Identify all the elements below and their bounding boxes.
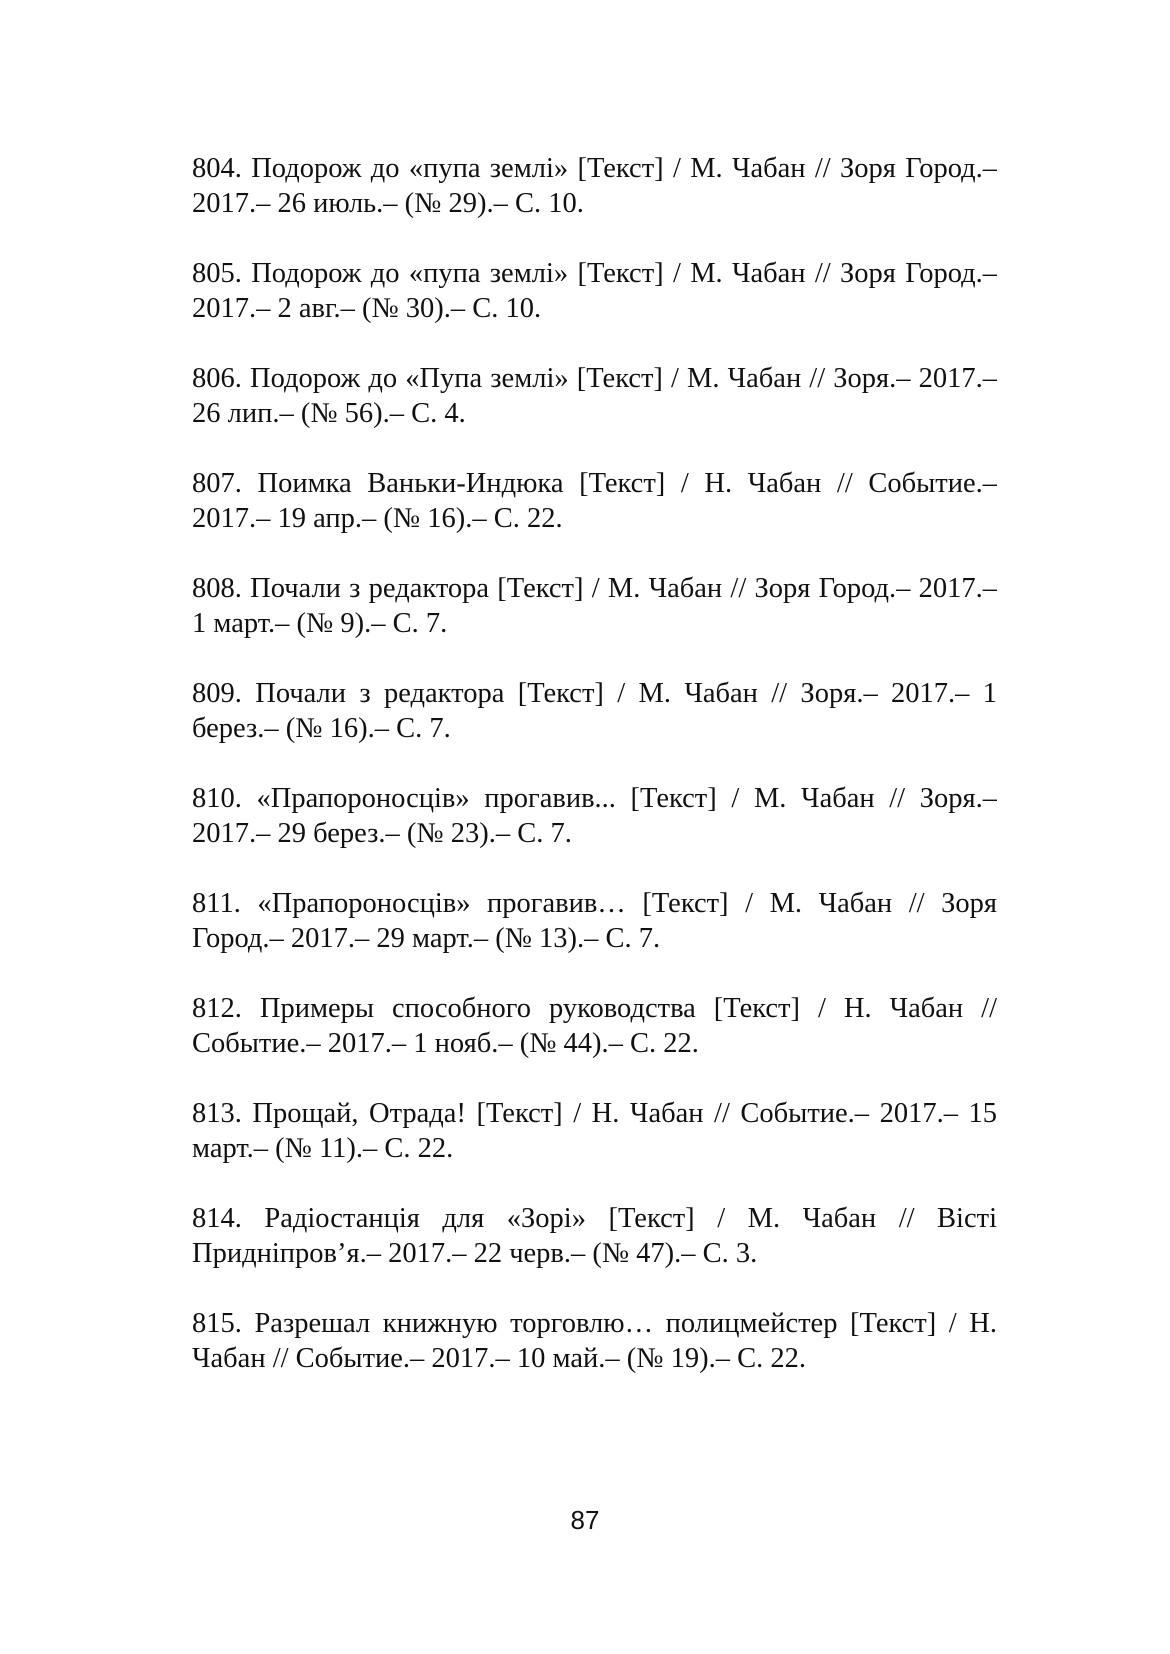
entry-text: «Прапороносців» прогавив… [Текст] / М. Чабан // Зоря Город.– 2017.– 29 март.– (№ 13).– С. 7.	[192, 888, 997, 954]
bibliography-entry-812	[192, 992, 997, 1061]
bibliography-entry-806	[192, 362, 997, 431]
entry-text: Радіостанція для «Зорі» [Текст] / М. Чабан // Вісті Придніпров’я.– 2017.– 22 черв.– (№ 47).– С. 3.	[192, 1203, 997, 1269]
entry-number: 808.	[192, 573, 242, 604]
entry-number: 812.	[192, 993, 242, 1024]
bibliography-entry-813	[192, 1097, 997, 1166]
entry-number: 813.	[192, 1098, 242, 1129]
entry-number: 805.	[192, 258, 242, 289]
entry-text: Подорож до «пупа землі» [Текст] / М. Чабан // Зоря Город.– 2017.– 2 авг.– (№ 30).– С. 10.	[192, 258, 997, 324]
entry-number: 814.	[192, 1203, 242, 1234]
entry-text: Почали з редактора [Текст] / М. Чабан // Зоря.– 2017.– 1 берез.– (№ 16).– С. 7.	[192, 678, 997, 744]
entry-number: 809.	[192, 678, 242, 709]
entry-number: 810.	[192, 783, 242, 814]
entry-text: Подорож до «пупа землі» [Текст] / М. Чабан // Зоря Город.– 2017.– 26 июль.– (№ 29).– С. 10.	[192, 153, 997, 219]
entry-number: 807.	[192, 468, 242, 499]
entry-text: Прощай, Отрада! [Текст] / Н. Чабан // Событие.– 2017.– 15 март.– (№ 11).– С. 22.	[192, 1098, 997, 1164]
entry-text: Примеры способного руководства [Текст] / Н. Чабан // Событие.– 2017.– 1 нояб.– (№ 44).– С. 22.	[192, 993, 997, 1059]
entry-number: 811.	[192, 888, 241, 919]
bibliography-entry-805	[192, 257, 997, 326]
entry-text: Почали з редактора [Текст] / М. Чабан // Зоря Город.– 2017.– 1 март.– (№ 9).– С. 7.	[192, 573, 997, 639]
bibliography-entry-811	[192, 887, 997, 956]
bibliography-entry-815	[192, 1307, 997, 1376]
entry-number: 815.	[192, 1308, 242, 1339]
bibliography-list	[192, 152, 997, 1412]
page-number: 87	[570, 1505, 600, 1535]
bibliography-entry-809	[192, 677, 997, 746]
entry-text: Поимка Ваньки-Индюка [Текст] / Н. Чабан // Событие.– 2017.– 19 апр.– (№ 16).– С. 22.	[192, 468, 997, 534]
entry-number: 806.	[192, 363, 242, 394]
bibliography-entry-814	[192, 1202, 997, 1271]
bibliography-entry-808	[192, 572, 997, 641]
bibliography-entry-810	[192, 782, 997, 851]
entry-text: «Прапороносців» прогавив... [Текст] / М. Чабан // Зоря.– 2017.– 29 берез.– (№ 23).– С. 7.	[192, 783, 997, 849]
entry-number: 804.	[192, 153, 242, 184]
entry-text: Разрешал книжную торговлю… полицмейстер [Текст] / Н. Чабан // Событие.– 2017.– 10 май.– (№ 19).– С. 22.	[192, 1308, 997, 1374]
bibliography-entry-807	[192, 467, 997, 536]
entry-text: Подорож до «Пупа землі» [Текст] / М. Чабан // Зоря.– 2017.– 26 лип.– (№ 56).– С. 4.	[192, 363, 997, 429]
bibliography-entry-804	[192, 152, 997, 221]
